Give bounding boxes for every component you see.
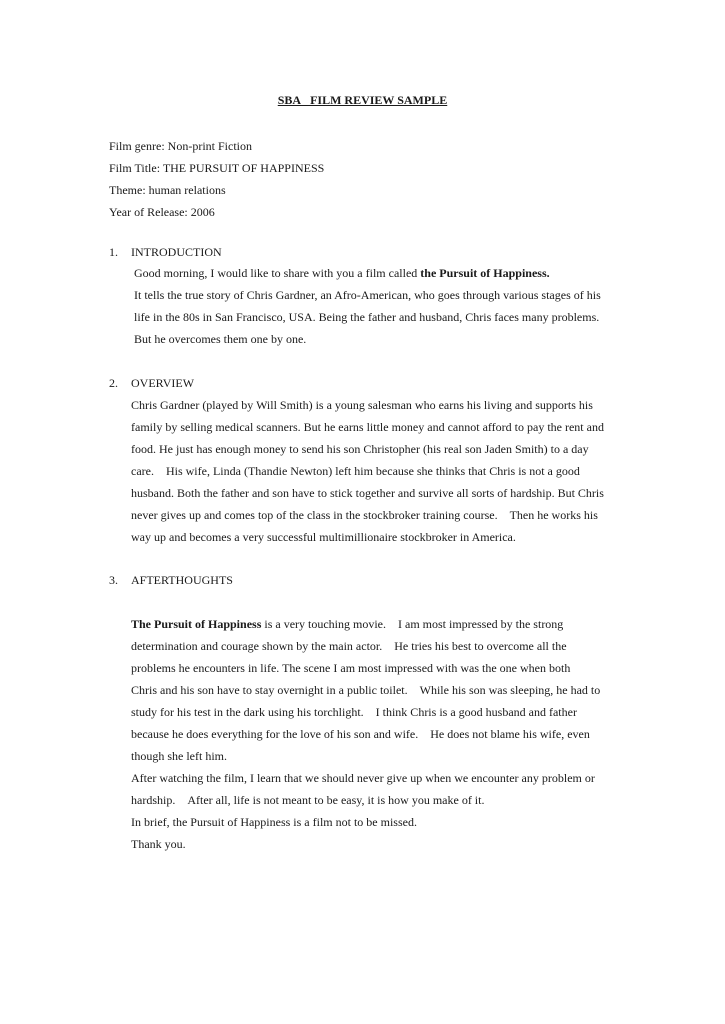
introduction-paragraph bbox=[134, 262, 601, 350]
paragraph-line: study for his test in the dark using his torchlight. I think Chris is a good husband and father bbox=[131, 705, 577, 719]
section-heading-text: AFTERTHOUGHTS bbox=[131, 573, 233, 587]
film-year: Year of Release: 2006 bbox=[109, 205, 215, 219]
document-title: SBA FILM REVIEW SAMPLE bbox=[277, 93, 448, 107]
overview-paragraph bbox=[131, 394, 604, 548]
paragraph-line: family by selling medical scanners. But he earns little money and cannot afford to pay the rent and bbox=[131, 420, 604, 434]
section-heading-introduction bbox=[109, 244, 222, 260]
paragraph-line bbox=[134, 262, 601, 284]
paragraph-line: though she left him. bbox=[131, 749, 227, 763]
afterthoughts-paragraph bbox=[131, 613, 600, 855]
section-heading-afterthoughts bbox=[109, 572, 233, 588]
film-name-bold: the Pursuit of Happiness. bbox=[420, 266, 550, 280]
film-title: Film Title: THE PURSUIT OF HAPPINESS bbox=[109, 161, 325, 175]
paragraph-line: It tells the true story of Chris Gardner, an Afro-American, who goes through various stages of his bbox=[134, 288, 601, 302]
film-theme: Theme: human relations bbox=[109, 183, 226, 197]
paragraph-line: Thank you. bbox=[131, 837, 186, 851]
section-heading-text: OVERVIEW bbox=[131, 376, 195, 390]
paragraph-line: Chris and his son have to stay overnight in a public toilet. While his son was sleeping, he had to bbox=[131, 683, 601, 697]
paragraph-line: husband. Both the father and son have to stick together and survive all sorts of hardship. But Chris bbox=[131, 486, 604, 500]
film-metadata bbox=[109, 135, 324, 223]
film-genre: Film genre: Non-print Fiction bbox=[109, 139, 252, 153]
intro-line1-text: Good morning, I would like to share with you a film called bbox=[134, 266, 421, 280]
paragraph-line: hardship. After all, life is not meant to be easy, it is how you make of it. bbox=[131, 793, 485, 807]
section-number: 2. bbox=[109, 376, 118, 390]
paragraph-line: way up and becomes a very successful multimillionaire stockbroker in America. bbox=[131, 530, 516, 544]
paragraph-line: problems he encounters in life. The scene I am most impressed with was the one when both bbox=[131, 661, 571, 675]
paragraph-line: After watching the film, I learn that we should never give up when we encounter any problem or bbox=[131, 771, 595, 785]
paragraph-line: food. He just has enough money to send his son Christopher (his real son Jaden Smith) to a day bbox=[131, 442, 589, 456]
section-number: 1. bbox=[109, 245, 118, 259]
afterthoughts-line1-text: is a very touching movie. I am most impressed by the strong bbox=[261, 617, 564, 631]
paragraph-line: never gives up and comes top of the class in the stockbroker training course. Then he works his bbox=[131, 508, 598, 522]
film-name-bold: The Pursuit of Happiness bbox=[131, 617, 262, 631]
paragraph-line: care. His wife, Linda (Thandie Newton) left him because she thinks that Chris is not a good bbox=[131, 464, 580, 478]
paragraph-line: In brief, the Pursuit of Happiness is a film not to be missed. bbox=[131, 815, 417, 829]
paragraph-line: because he does everything for the love of his son and wife. He does not blame his wife, even bbox=[131, 727, 590, 741]
paragraph-line: determination and courage shown by the main actor. He tries his best to overcome all the bbox=[131, 639, 567, 653]
section-heading-overview bbox=[109, 375, 194, 391]
paragraph-line: Chris Gardner (played by Will Smith) is a young salesman who earns his living and supports his bbox=[131, 398, 593, 412]
paragraph-line: But he overcomes them one by one. bbox=[134, 332, 307, 346]
paragraph-line bbox=[131, 613, 600, 635]
paragraph-line: life in the 80s in San Francisco, USA. Being the father and husband, Chris faces many problems. bbox=[134, 310, 600, 324]
section-number: 3. bbox=[109, 573, 118, 587]
section-heading-text: INTRODUCTION bbox=[131, 245, 222, 259]
